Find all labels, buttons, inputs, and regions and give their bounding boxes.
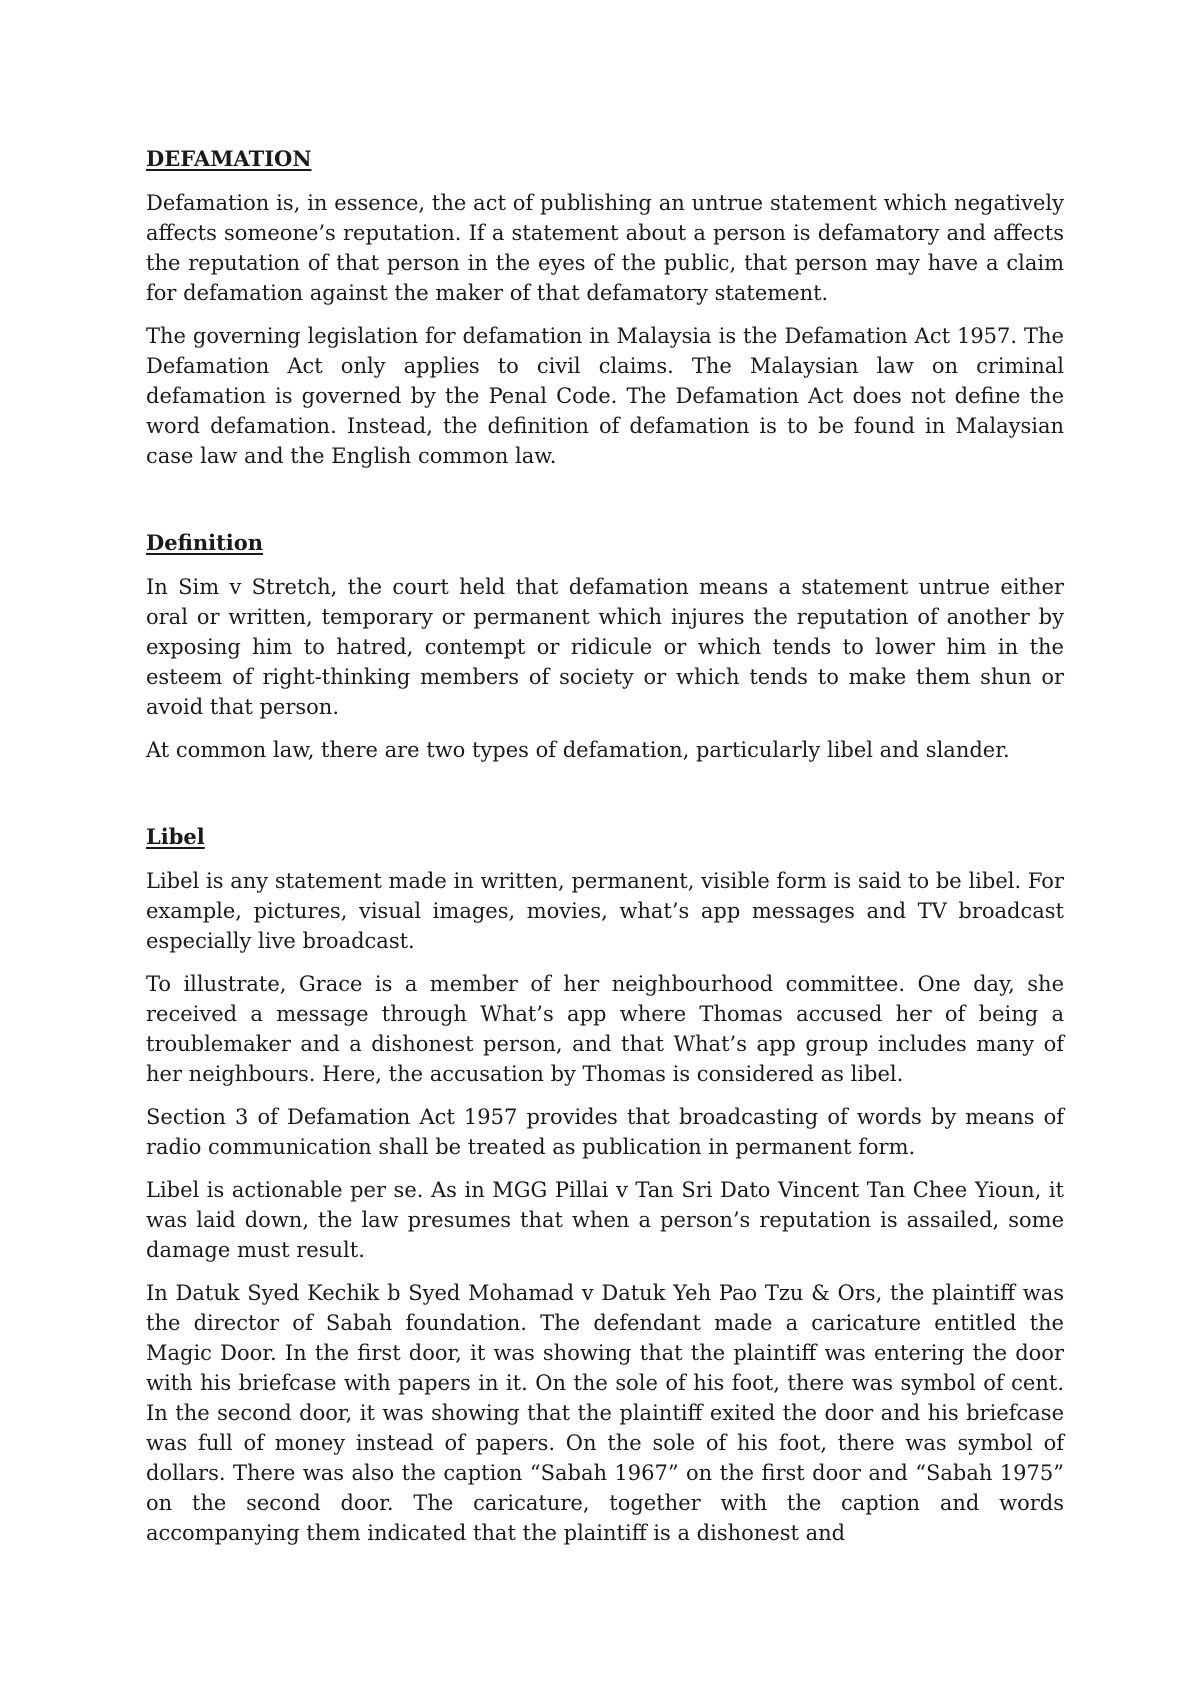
definition-heading: Definition — [146, 530, 264, 555]
intro-paragraph: The governing legislation for defamation in Malaysia is the Defamation Act 1957. The Defamation Act only applies to civil claims. The Malaysian law on criminal defamation is governed by the Penal Code. The Defamation Act does not define the word defamation. Instead, the definition of defamation is to be found in Malaysian case law and the English common law. — [146, 324, 1064, 468]
libel-paragraph: Section 3 of Defamation Act 1957 provides that broadcasting of words by means of radio communication shall be treated as publication in permanent form. — [146, 1105, 1064, 1159]
section-spacer — [146, 778, 1064, 822]
libel-paragraph: Libel is actionable per se. As in MGG Pillai v Tan Sri Dato Vincent Tan Chee Yioun, it was laid down, the law presumes that when a person’s reputation is assailed, some damage must result. — [146, 1178, 1064, 1262]
document-body — [146, 144, 1064, 1548]
document-title: DEFAMATION — [146, 146, 312, 171]
libel-paragraph: Libel is any statement made in written, permanent, visible form is said to be libel. For example, pictures, visual images, movies, what’s app messages and TV broadcast especially live broadcast. — [146, 869, 1064, 953]
definition-paragraph: At common law, there are two types of defamation, particularly libel and slander. — [146, 738, 1010, 762]
libel-paragraph: In Datuk Syed Kechik b Syed Mohamad v Datuk Yeh Pao Tzu & Ors, the plaintiff was the director of Sabah foundation. The defendant made a caricature entitled the Magic Door. In the first door, it was showing that the plaintiff was entering the door with his briefcase with papers in it. On the sole of his foot, there was symbol of cent. In the second door, it was showing that the plaintiff exited the door and his briefcase was full of money instead of papers. On the sole of his foot, there was symbol of dollars. There was also the caption “Sabah 1967” on the first door and “Sabah 1975” on the second door. The caricature, together with the caption and words accompanying them indicated that the plaintiff is a dishonest and — [146, 1281, 1064, 1545]
libel-paragraph: To illustrate, Grace is a member of her neighbourhood committee. One day, she received a message through What’s app where Thomas accused her of being a troublemaker and a dishonest person, and that What’s app group includes many of her neighbours. Here, the accusation by Thomas is considered as libel. — [146, 972, 1064, 1086]
libel-heading: Libel — [146, 824, 205, 849]
section-spacer — [146, 484, 1064, 528]
intro-paragraph: Defamation is, in essence, the act of publishing an untrue statement which negatively affects someone’s reputation. If a statement about a person is defamatory and affects the reputation of that person in the eyes of the public, that person may have a claim for defamation against the maker of that defamatory statement. — [146, 191, 1064, 305]
definition-paragraph: In Sim v Stretch, the court held that defamation means a statement untrue either oral or written, temporary or permanent which injures the reputation of another by exposing him to hatred, contempt or ridicule or which tends to lower him in the esteem of right-thinking members of society or which tends to make them shun or avoid that person. — [146, 575, 1064, 719]
